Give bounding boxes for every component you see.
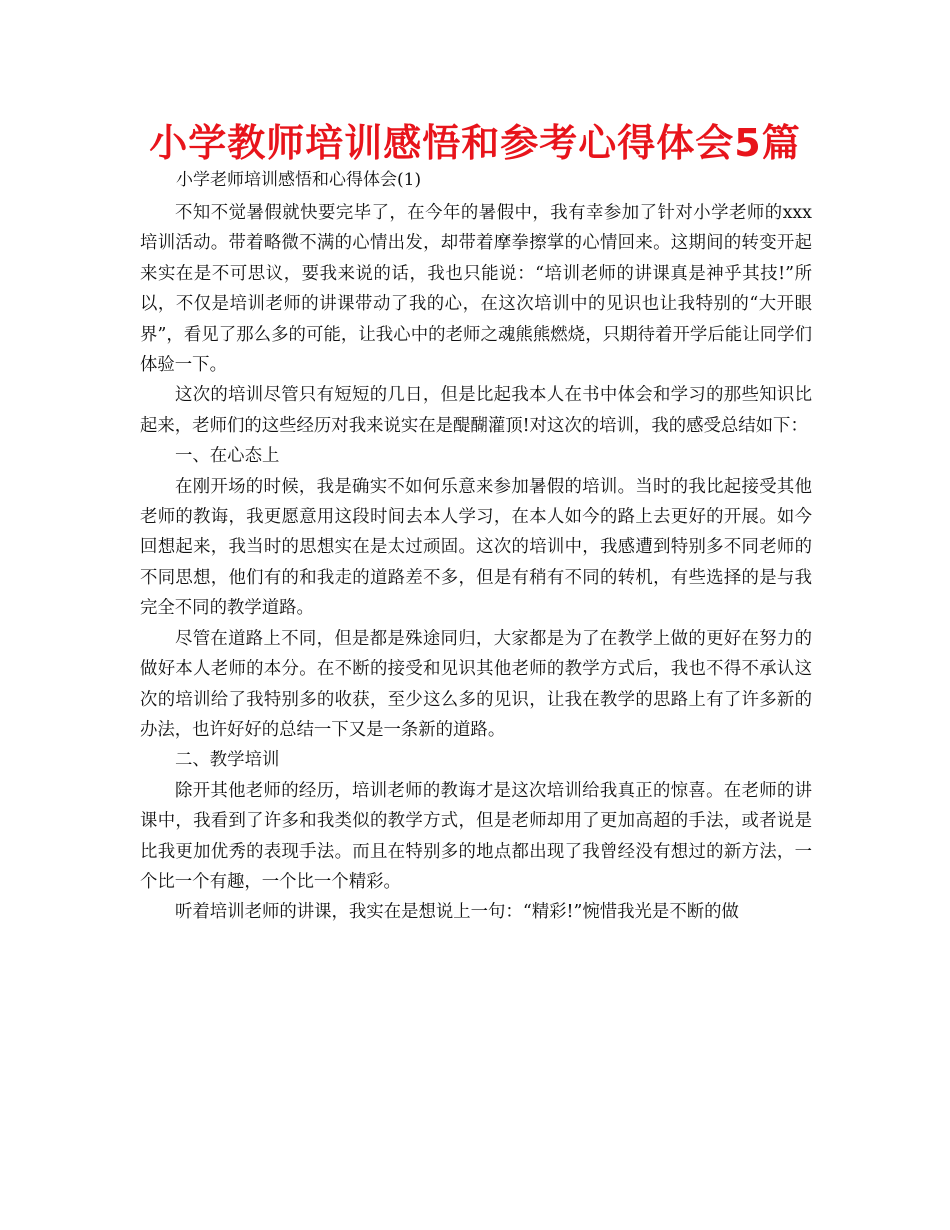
paragraph: 这次的培训尽管只有短短的几日，但是比起我本人在书中体会和学习的那些知识比起来，老师们的这些经历对我来说实在是醍醐灌顶!对这次的培训，我的感受总结如下： bbox=[140, 385, 812, 436]
section-heading: 二、教学培训 bbox=[175, 750, 280, 771]
paragraph: 听着培训老师的讲课，我实在是想说上一句：“精彩!”惋惜我光是不断的做 bbox=[175, 902, 739, 923]
paragraph: 在刚开场的时候，我是确实不如何乐意来参加暑假的培训。当时的我比起接受其他老师的教诲，我更愿意用这段时间去本人学习，在本人如今的路上去更好的开展。如今回想起来，我当时的思想实在是太过顽固。这次的培训中，我感遭到特别多不同老师的不同思想，他们有的和我走的道路差不多，但是有稍有不同的转机，有些选择的是与我完全不同的教学道路。 bbox=[140, 476, 812, 619]
document-subtitle: 小学老师培训感悟和心得体会(1) bbox=[176, 170, 422, 190]
section-heading: 一、在心态上 bbox=[175, 446, 280, 467]
document-body bbox=[140, 198, 812, 928]
document-title: 小学教师培训感悟和参考心得体会5篇 bbox=[149, 121, 801, 165]
paragraph: 不知不觉暑假就快要完毕了，在今年的暑假中，我有幸参加了针对小学老师的xxx培训活动。带着略微不满的心情出发，却带着摩拳擦掌的心情回来。这期间的转变开起来实在是不可思议，要我来说的话，我也只能说：“培训老师的讲课真是神乎其技!”所以，不仅是培训老师的讲课带动了我的心，在这次培训中的见识也让我特别的“大开眼界”，看见了那么多的可能，让我心中的老师之魂熊熊燃烧，只期待着开学后能让同学们体验一下。 bbox=[140, 203, 812, 376]
paragraph: 尽管在道路上不同，但是都是殊途同归，大家都是为了在教学上做的更好在努力的做好本人老师的本分。在不断的接受和见识其他老师的教学方式后，我也不得不承认这次的培训给了我特别多的收获，至少这么多的见识，让我在教学的思路上有了许多新的办法，也许好好的总结一下又是一条新的道路。 bbox=[140, 628, 812, 740]
paragraph: 除开其他老师的经历，培训老师的教诲才是这次培训给我真正的惊喜。在老师的讲课中，我看到了许多和我类似的教学方式，但是老师却用了更加高超的手法，或者说是比我更加优秀的表现手法。而且在特别多的地点都出现了我曾经没有想过的新方法，一个比一个有趣，一个比一个精彩。 bbox=[140, 780, 812, 892]
